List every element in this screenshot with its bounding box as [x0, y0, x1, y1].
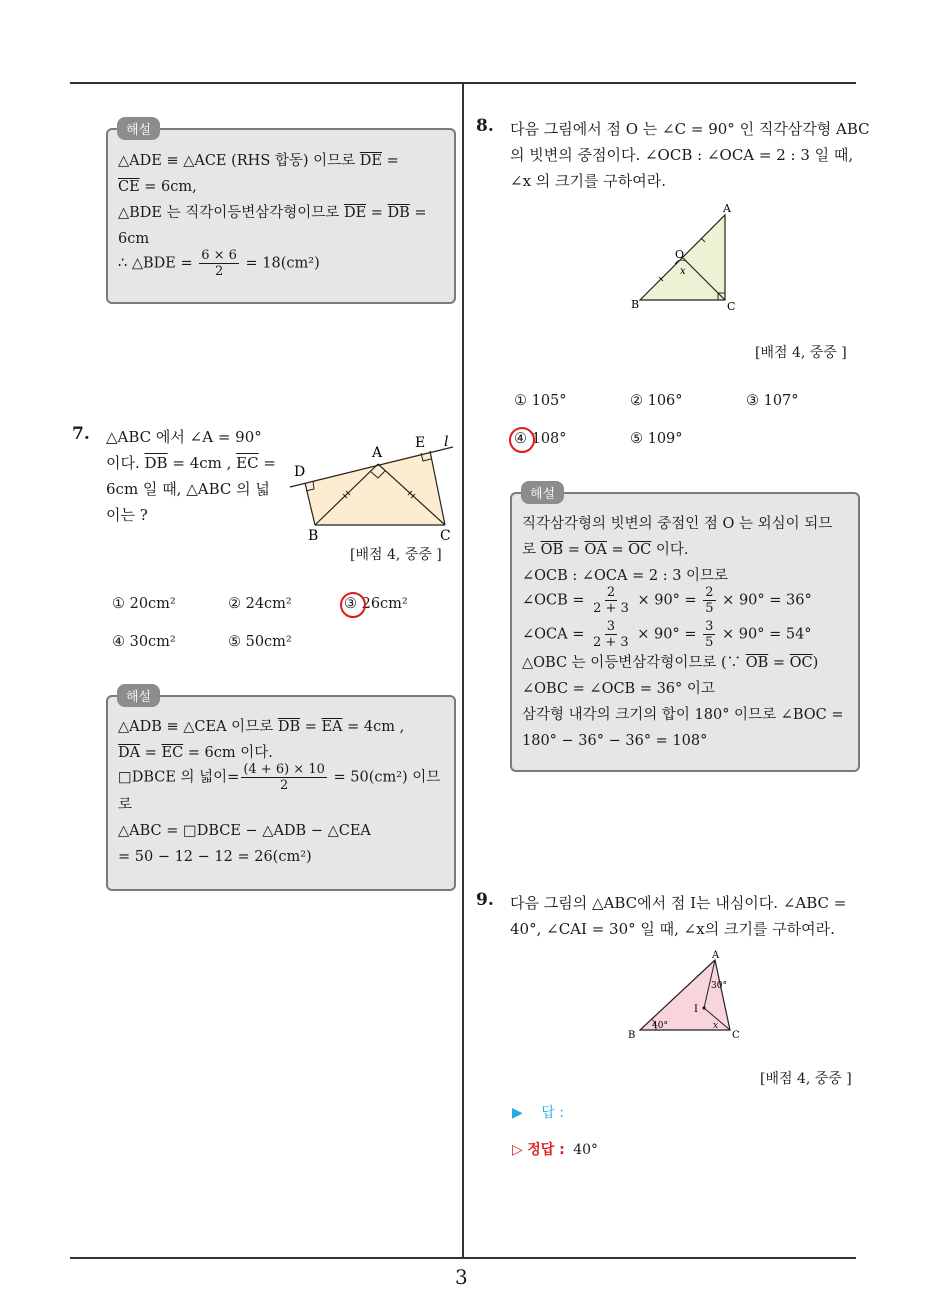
question-7-text-line2: 이다. $\overline{DB} = 4cm$ , $\overline{EC}$ =	[106, 454, 276, 472]
question-9-score: [배점 4, 중중 ]	[760, 1071, 852, 1087]
question-8-option-3[interactable]: ③ 107°	[746, 393, 799, 409]
question-7-text-line1: △ABC 에서 ∠A = 90°	[106, 428, 262, 446]
question-7-text-line4: 이는 ?	[106, 506, 148, 524]
label-O: O	[675, 248, 685, 261]
question-8-number: 8.	[476, 116, 494, 136]
label-I: I	[694, 1004, 698, 1015]
solution-q7-line5: △ABC = □DBCE − △ADB − △CEA	[118, 823, 371, 839]
label-x: x	[680, 266, 686, 277]
solution-q8-line8: 삼각형 내각의 크기의 합이 180° 이므로 ∠BOC =	[522, 707, 844, 723]
question-8-option-1[interactable]: ① 105°	[514, 393, 567, 409]
label-C: C	[727, 300, 736, 313]
solution-q7-line2: $\overline{DA} = \overline{EC} = 6cm$ 이다.	[118, 745, 273, 761]
label-D: D	[294, 464, 306, 480]
question-7-number: 7.	[72, 424, 90, 444]
question-9-text-line1: 다음 그림의 △ABC에서 점 I는 내심이다. ∠ABC =	[510, 894, 847, 912]
solution-q8-line5: ∠OCA = $\frac{3}{2 + 3}$ × 90° = $\frac{3}{5}$ × 90° = 54°	[522, 619, 812, 650]
correct-answer-row	[512, 1139, 598, 1159]
outline-arrow-icon: ▷	[512, 1142, 523, 1158]
solution-q6-line1: △ADE ≡ △ACE (RHS 합동) 이므로 $\overline{DE}$ =	[118, 153, 399, 169]
question-7-option-4[interactable]: ④ 30cm²	[112, 634, 176, 650]
question-8-text-line3: ∠x 의 크기를 구하여라.	[510, 172, 667, 190]
answer-row	[512, 1102, 564, 1122]
question-9-text-line2: 40°, ∠CAI = 30° 일 때, ∠x의 크기를 구하여라.	[510, 920, 835, 938]
label-B: B	[631, 298, 640, 311]
question-7-option-3[interactable]: ③ 26cm²	[344, 596, 408, 612]
question-8-score: [배점 4, 중중 ]	[755, 345, 847, 361]
question-8-option-5[interactable]: ⑤ 109°	[630, 431, 683, 447]
question-7-option-5[interactable]: ⑤ 50cm²	[228, 634, 292, 650]
label-E: E	[415, 435, 426, 451]
label-B: B	[628, 1030, 636, 1041]
label-A: A	[712, 950, 720, 961]
question-7-figure	[285, 430, 460, 545]
label-x: x	[713, 1021, 719, 1031]
label-30: 30°	[711, 981, 727, 991]
label-40: 40°	[652, 1021, 668, 1031]
question-9-number: 9.	[476, 890, 494, 910]
solution-q6-line2: $\overline{CE} = 6cm$,	[118, 179, 197, 195]
bottom-rule	[70, 1257, 856, 1259]
solution-q8-line4: ∠OCB = $\frac{2}{2 + 3}$ × 90° = $\frac{2}{5}$ × 90° = 36°	[522, 585, 812, 616]
label-l: l	[444, 434, 449, 450]
question-8-option-4[interactable]: ④ 108°	[514, 431, 567, 447]
answer-label: 답 :	[541, 1105, 564, 1121]
solution-tag-q6: 해설	[117, 117, 160, 140]
solution-q7-line6: = 50 − 12 − 12 = 26(cm²)	[118, 849, 312, 865]
solution-q6-line3: △BDE 는 직각이등변삼각형이므로 $\overline{DE} = \overline{DB}$ =	[118, 205, 427, 221]
solution-q8-line3: ∠OCB : ∠OCA = 2 : 3 이므로	[522, 568, 729, 584]
label-A: A	[723, 202, 731, 215]
correct-answer-label: 정답 :	[527, 1142, 565, 1158]
solution-q8-line6: △OBC 는 이등변삼각형이므로 (∵ $\overline{OB} = \overline{OC}$)	[522, 655, 819, 671]
label-C: C	[732, 1030, 740, 1041]
question-9-figure	[620, 948, 750, 1048]
question-7-score: [배점 4, 중중 ]	[350, 547, 442, 563]
column-divider	[462, 84, 464, 1258]
solution-q6-line5: ∴ △BDE = $\frac{6 \times 6}{2}$ = 18(cm²)	[118, 248, 320, 279]
solution-tag-q7: 해설	[117, 684, 160, 707]
play-arrow-icon: ▶	[512, 1105, 523, 1121]
page-number: 3	[455, 1265, 468, 1289]
solution-q7-line1: △ADB ≡ △CEA 이므로 $\overline{DB} = \overline{EA} = 4cm$ ,	[118, 719, 405, 735]
solution-q8-line2: 로 $\overline{OB} = \overline{OA} = \overline{OC}$ 이다.	[522, 542, 689, 558]
solution-tag-q8: 해설	[521, 481, 564, 504]
label-C: C	[440, 528, 451, 544]
triangle-abc	[640, 960, 730, 1030]
question-8-option-2[interactable]: ② 106°	[630, 393, 683, 409]
solution-q8-line9: 180° − 36° − 36° = 108°	[522, 733, 708, 749]
question-7-option-2[interactable]: ② 24cm²	[228, 596, 292, 612]
question-8-text-line1: 다음 그림에서 점 O 는 ∠C = 90° 인 직각삼각형 ABC	[510, 120, 870, 138]
solution-q7-line3: □DBCE 의 넓이= $\frac{(4 + 6) \times 10}{2}$ = 50(cm²) 이므	[118, 762, 441, 793]
question-8-figure	[625, 200, 745, 315]
question-7-option-1[interactable]: ① 20cm²	[112, 596, 176, 612]
solution-q8-line7: ∠OBC = ∠OCB = 36° 이고	[522, 681, 715, 697]
label-B: B	[308, 528, 319, 544]
question-7-text-line3: 6cm 일 때, △ABC 의 넓	[106, 480, 270, 498]
solution-q8-line1: 직각삼각형의 빗변의 중점인 점 O 는 외심이 되므	[522, 516, 833, 532]
label-A: A	[372, 445, 383, 461]
solution-q7-line4: 로	[118, 797, 133, 813]
selected-answer-circle-q8	[509, 427, 535, 453]
correct-answer-value: 40°	[573, 1142, 599, 1158]
question-8-text-line2: 의 빗변의 중점이다. ∠OCB : ∠OCA = 2 : 3 일 때,	[510, 146, 854, 164]
solution-q6-line4: 6cm	[118, 231, 150, 247]
selected-answer-circle-q7	[340, 592, 366, 618]
